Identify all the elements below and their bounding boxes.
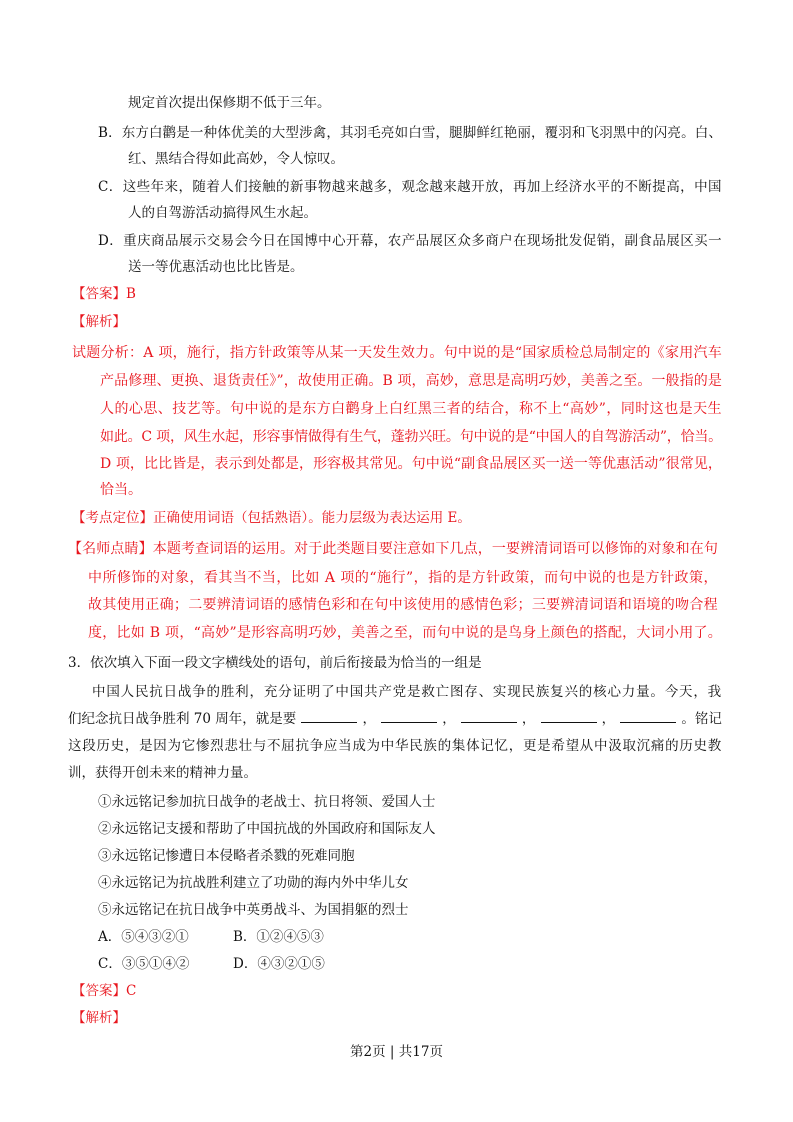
choice-a: A．⑤④③②①	[98, 929, 189, 945]
mingshi-line: 故其使用正确；二要辨清词语的感情色彩和在句中该使用的感情色彩；三要辨清词语和语境的吻合程	[88, 597, 718, 613]
option-d: D．重庆商品展示交易会今日在国博中心开幕，农产品展区众多商户在现场批发促销，副食品展区买一	[98, 233, 722, 249]
mingshi-line: 【名师点睛】本题考查词语的运用。对于此类题目要注意如下几点，一要辨清词语可以修饰的对象和在句	[68, 541, 718, 557]
page-footer: 第2页 | 共17页	[350, 1044, 443, 1060]
q3-answer-line	[72, 981, 136, 1001]
blank-5[interactable]	[620, 708, 676, 723]
passage-line: 这段历史，是因为它惨烈悲壮与不屈抗争应当成为中华民族的集体记忆，更是希望从中汲取沉痛的历史教	[68, 738, 722, 754]
analysis-line: 产品修理、更换、退货责任》”，故使用正确。B 项，高妙，意思是高明巧妙，美善之至。一般指的是	[100, 373, 722, 389]
blank-1[interactable]	[301, 708, 357, 723]
option-c-continuation: 人的自驾游活动搞得风生水起。	[128, 205, 317, 221]
analysis-label: 【解析】	[72, 314, 126, 330]
option-a-continuation: 规定首次提出保修期不低于三年。	[128, 95, 331, 111]
analysis-line: 如此。C 项，风生水起，形容事情做得有生气，蓬勃兴旺。句中说的是“中国人的自驾游活动”，恰当。	[100, 429, 722, 445]
item: ④永远铭记为抗战胜利建立了功勋的海内外中华儿女	[98, 875, 409, 891]
passage-line: 中国人民抗日战争的胜利，充分证明了中国共产党是救亡图存、实现民族复兴的核心力量。今天，我	[92, 684, 722, 700]
answer-label: 【答案】	[72, 983, 126, 999]
item: ①永远铭记参加抗日战争的老战士、抗日将领、爱国人士	[98, 794, 436, 810]
analysis-line: 恰当。	[100, 482, 142, 498]
answer-line	[72, 284, 136, 304]
analysis-line: 人的心思、技艺等。句中说的是东方白鹳身上白红黑三者的结合，称不上“高妙”，同时这也是天生	[100, 401, 722, 417]
question-3-stem: 3．依次填入下面一段文字横线处的语句，前后衔接最为恰当的一组是	[68, 655, 482, 671]
comma: ，	[521, 711, 536, 727]
answer-label: 【答案】	[72, 286, 126, 302]
passage-text: 。铭记	[681, 711, 722, 727]
passage-text: 们纪念抗日战争胜利 70 周年，就是要	[68, 711, 297, 727]
passage-line-with-blanks	[68, 708, 722, 729]
q3-analysis-label: 【解析】	[72, 1010, 126, 1026]
choice-b: B．①②④⑤③	[233, 929, 324, 945]
blank-3[interactable]	[461, 708, 517, 723]
mingshi-line: 中所修饰的对象，看其当不当，比如 A 项的“施行”，指的是方针政策，而句中说的也是方针政策，	[88, 570, 719, 586]
item: ②永远铭记支援和帮助了中国抗战的外国政府和国际友人	[98, 821, 436, 837]
passage-line: 训，获得开创未来的精神力量。	[68, 765, 257, 781]
kaodian-line: 【考点定位】正确使用词语（包括熟语）。能力层级为表达运用 E。	[72, 510, 471, 526]
answer-value: B	[126, 286, 136, 302]
comma: ，	[601, 711, 616, 727]
item: ⑤永远铭记在抗日战争中英勇战斗、为国捐躯的烈士	[98, 902, 409, 918]
option-b: B．东方白鹳是一种体优美的大型涉禽，其羽毛亮如白雪，腿脚鲜红艳丽，覆羽和飞羽黑中的闪亮。白、	[98, 125, 722, 141]
answer-value: C	[126, 983, 137, 999]
item: ③永远铭记惨遭日本侵略者杀戮的死难同胞	[98, 848, 355, 864]
mingshi-line: 度，比如 B 项，“高妙”是形容高明巧妙，美善之至，而句中说的是鸟身上颜色的搭配，大词小用了。	[88, 625, 723, 641]
blank-4[interactable]	[541, 708, 597, 723]
option-c: C．这些年来，随着人们接触的新事物越来越多，观念越来越开放，再加上经济水平的不断提高，中国	[98, 179, 722, 195]
comma: ，	[362, 711, 376, 727]
analysis-line: 试题分析：A 项，施行，指方针政策等从某一天发生效力。句中说的是“国家质检总局制定的《家用汽车	[72, 345, 722, 361]
choice-c: C．③⑤①④②	[98, 956, 190, 972]
comma: ，	[442, 711, 456, 727]
option-b-continuation: 红、黑结合得如此高妙，令人惊叹。	[128, 151, 344, 167]
choice-d: D．④③②①⑤	[233, 956, 325, 972]
blank-2[interactable]	[381, 708, 437, 723]
analysis-line: D 项，比比皆是，表示到处都是，形容极其常见。句中说“副食品展区买一送一等优惠活动”很常见，	[100, 456, 722, 472]
option-d-continuation: 送一等优惠活动也比比皆是。	[128, 259, 304, 275]
